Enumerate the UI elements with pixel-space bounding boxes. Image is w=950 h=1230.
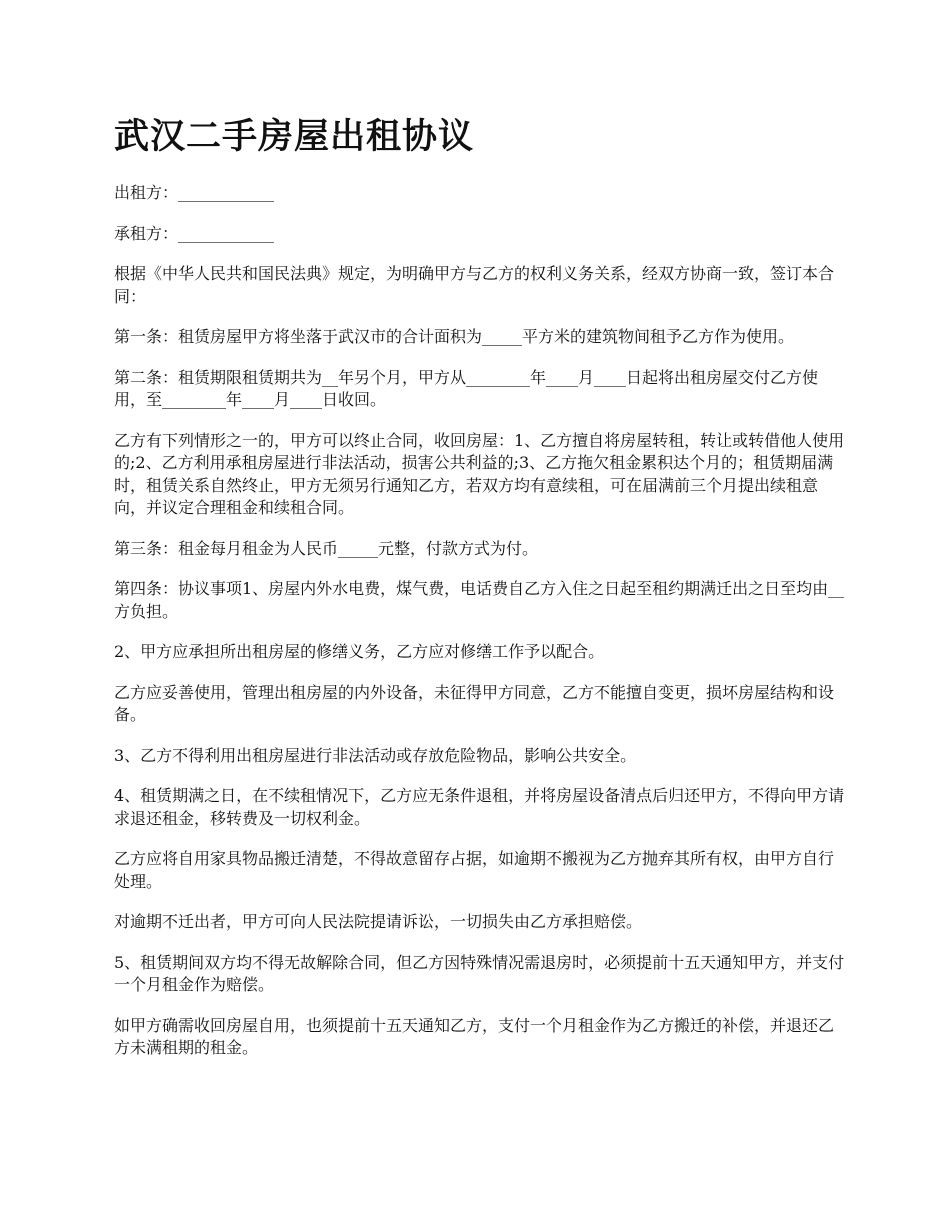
paragraph-overdue: 对逾期不迁出者，甲方可向人民法院提请诉讼，一切损失由乙方承担赔偿。	[114, 912, 643, 931]
document-title: 武汉二手房屋出租协议	[114, 117, 475, 157]
lessee-line	[114, 223, 846, 246]
paragraph-article-2: 第二条：租赁期限租赁期共为__年另个月，甲方从________年____月____日起将出租房屋交付乙方使用，至________年____月____日收回。	[114, 367, 819, 409]
paragraph-article-1: 第一条：租赁房屋甲方将坐落于武汉市的合计面积为_____平方米的建筑物间租予乙方作为使用。	[114, 327, 795, 346]
lessee-blank: ____________	[178, 223, 275, 243]
lessor-label: 出租方：	[114, 183, 179, 202]
paragraph-item-5: 5、租赁期间双方均不得无故解除合同，但乙方因特殊情况需退房时，必须提前十五天通知甲方，并支付一个月租金作为赔偿。	[114, 952, 845, 994]
lessor-blank: ____________	[178, 183, 275, 202]
paragraph-termination: 乙方有下列情形之一的，甲方可以终止合同，收回房屋：1、乙方擅自将房屋转租，转让或转借他人使用的;2、乙方利用承租房屋进行非法活动，损害公共利益的;3、乙方拖欠租金累积达个月的；租赁期届满时，租赁关系自然终止，甲方无须另行通知乙方，若双方均有意续租，可在届满前三个月提出续租意向，并议定合理租金和续租合同。	[114, 430, 845, 517]
paragraph-maintenance: 乙方应妥善使用，管理出租房屋的内外设备，未征得甲方同意，乙方不能擅自变更，损坏房屋结构和设备。	[114, 682, 835, 724]
paragraph-intro: 根据《中华人民共和国民法典》规定，为明确甲方与乙方的权利义务关系，经双方协商一致，签订本合同：	[114, 264, 835, 306]
paragraph-article-3: 第三条：租金每月租金为人民币_____元整，付款方式为付。	[114, 538, 539, 558]
paragraph-article-4: 第四条：协议事项1、房屋内外水电费，煤气费，电话费自乙方入住之日起至租约期满迁出之日至均由__方负担。	[114, 579, 845, 621]
paragraph-lessor-reclaim: 如甲方确需收回房屋自用，也须提前十五天通知乙方，支付一个月租金作为乙方搬迁的补偿，并退还乙方未满租期的租金。	[114, 1015, 835, 1057]
paragraph-item-2: 2、甲方应承担所出租房屋的修缮义务，乙方应对修缮工作予以配合。	[114, 642, 605, 661]
lessor-line	[114, 182, 846, 205]
paragraph-item-3: 3、乙方不得利用出租房屋进行非法活动或存放危险物品，影响公共安全。	[114, 745, 637, 765]
document-page	[114, 112, 846, 1078]
paragraph-item-4: 4、租赁期满之日，在不续租情况下，乙方应无条件退租，并将房屋设备清点后归还甲方，不得向甲方请求退还租金，移转费及一切权利金。	[114, 786, 845, 828]
lessee-label: 承租方：	[114, 223, 179, 243]
paragraph-furniture: 乙方应将自用家具物品搬迁清楚，不得故意留存占据，如逾期不搬视为乙方抛弃其所有权，由甲方自行处理。	[114, 849, 835, 891]
